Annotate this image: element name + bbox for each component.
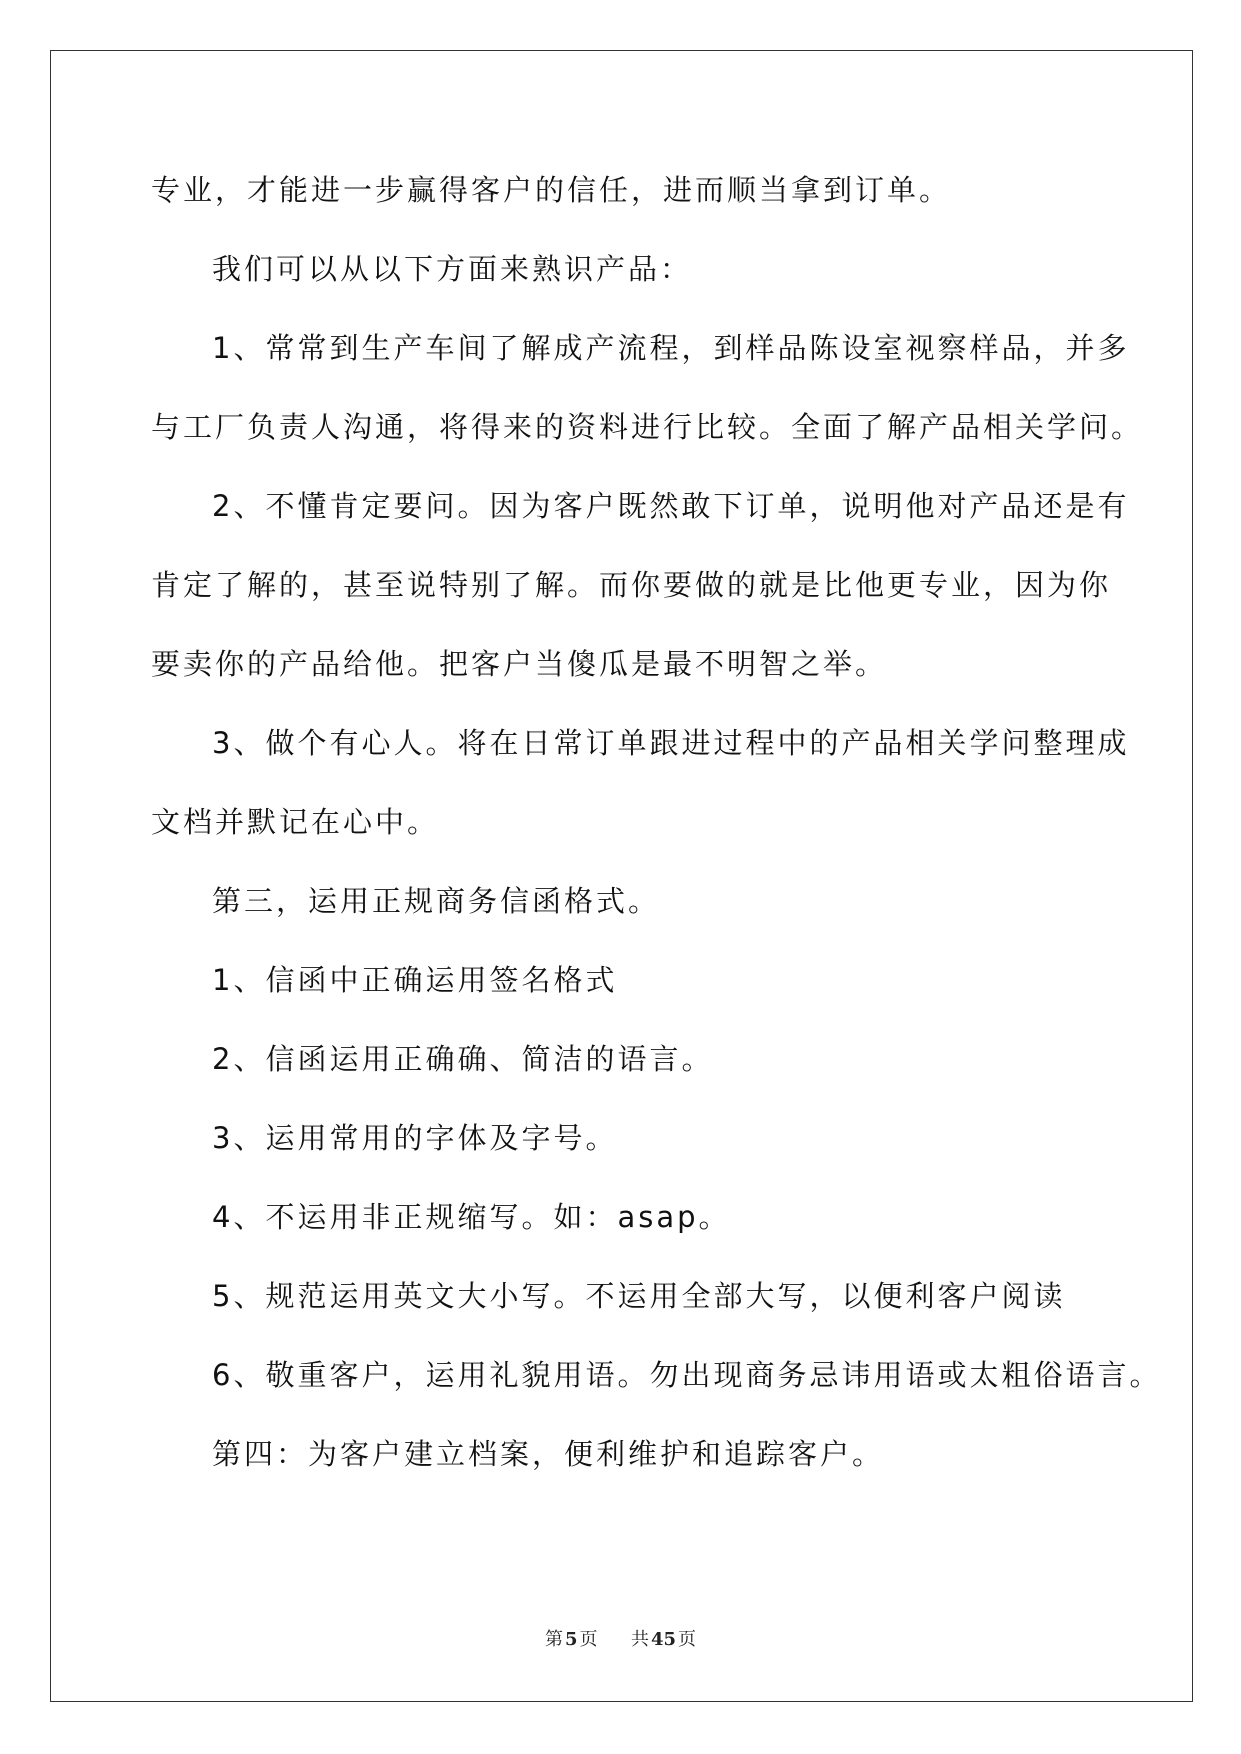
paragraph-line: 要卖你的产品给他。把客户当傻瓜是最不明智之举。 xyxy=(151,647,888,681)
list-item: 6、敬重客户，运用礼貌用语。勿出现商务忌讳用语或太粗俗语言。 xyxy=(212,1358,1162,1392)
total-prefix: 共 xyxy=(630,1629,649,1650)
section-heading: 第四：为客户建立档案，便利维护和追踪客户。 xyxy=(212,1437,885,1471)
section-heading: 第三，运用正规商务信函格式。 xyxy=(212,884,661,918)
paragraph-line: 与工厂负责人沟通，将得来的资料进行比较。全面了解产品相关学问。 xyxy=(151,410,1144,444)
paragraph-line: 3、做个有心人。将在日常订单跟进过程中的产品相关学问整理成 xyxy=(212,726,1130,760)
list-item: 4、不运用非正规缩写。如：asap。 xyxy=(212,1200,731,1234)
list-item: 5、规范运用英文大小写。不运用全部大写，以便利客户阅读 xyxy=(212,1279,1066,1313)
list-item: 2、信函运用正确确、简洁的语言。 xyxy=(212,1042,714,1076)
paragraph-line: 文档并默记在心中。 xyxy=(151,805,440,839)
list-item: 3、运用常用的字体及字号。 xyxy=(212,1121,618,1155)
page-number: 5 xyxy=(564,1629,578,1650)
total-pages: 45 xyxy=(650,1629,677,1650)
paragraph-line: 肯定了解的，甚至说特别了解。而你要做的就是比他更专业，因为你 xyxy=(151,568,1112,602)
page-suffix: 页 xyxy=(579,1629,598,1650)
document-body xyxy=(151,166,1162,1509)
page-footer xyxy=(0,1625,1241,1651)
list-item: 1、信函中正确运用签名格式 xyxy=(212,963,618,997)
paragraph-line: 1、常常到生产车间了解成产流程，到样品陈设室视察样品，并多 xyxy=(212,331,1130,365)
paragraph-line: 专业，才能进一步赢得客户的信任，进而顺当拿到订单。 xyxy=(151,173,952,207)
paragraph-line: 2、不懂肯定要问。因为客户既然敢下订单，说明他对产品还是有 xyxy=(212,489,1130,523)
page-prefix: 第 xyxy=(544,1629,563,1650)
total-suffix: 页 xyxy=(678,1629,697,1650)
paragraph-line: 我们可以从以下方面来熟识产品： xyxy=(212,252,693,286)
